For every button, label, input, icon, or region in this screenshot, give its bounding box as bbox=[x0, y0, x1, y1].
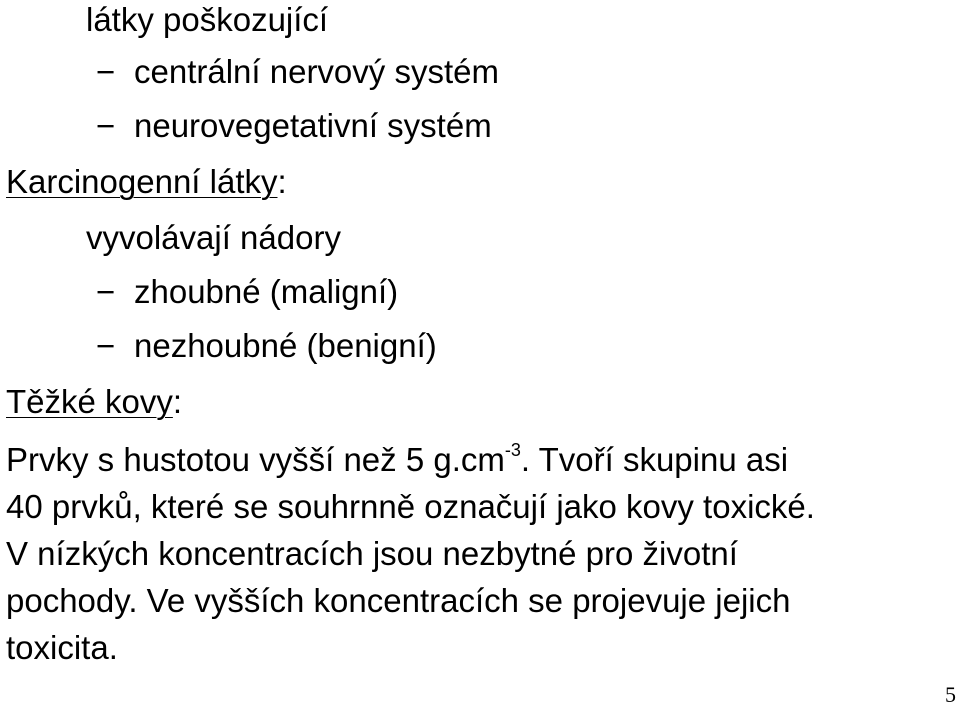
paragraph-text: . Tvoří skupinu asi bbox=[520, 441, 789, 478]
damaging-item-label: centrální nervový systém bbox=[134, 53, 499, 90]
tumor-item-malignant bbox=[96, 272, 398, 312]
damaging-heading: látky poškozující bbox=[86, 1, 329, 38]
damaging-item-neurovegetative bbox=[96, 106, 492, 146]
paragraph-line bbox=[6, 436, 956, 483]
tumor-item-label: zhoubné (maligní) bbox=[134, 273, 399, 310]
paragraph-line: V nízkých koncentracích jsou nezbytné pro životní bbox=[6, 535, 738, 572]
carcinogen-heading: Karcinogenní látky bbox=[6, 163, 278, 200]
exponent: -3 bbox=[504, 440, 521, 460]
dash-bullet: − bbox=[96, 107, 116, 144]
page-number: 5 bbox=[945, 682, 956, 707]
paragraph-line: 40 prvků, které se souhrnně označují jako kovy toxické. bbox=[6, 488, 815, 525]
carcinogen-heading-line bbox=[6, 162, 287, 202]
tumor-item-benign bbox=[96, 326, 437, 366]
paragraph-text: Prvky s hustotou vyšší než 5 g.cm bbox=[6, 441, 505, 478]
carcinogen-heading-colon: : bbox=[277, 163, 287, 200]
dash-bullet: − bbox=[96, 327, 116, 364]
paragraph-line: pochody. Ve vyšších koncentracích se projevuje jejich bbox=[6, 582, 791, 619]
heavy-metals-heading-line bbox=[6, 382, 182, 422]
dash-bullet: − bbox=[96, 53, 116, 90]
heavy-metals-paragraph bbox=[6, 436, 956, 671]
damaging-item-cns bbox=[96, 52, 499, 92]
carcinogen-text: vyvolávají nádory bbox=[86, 219, 341, 256]
tumor-item-label: nezhoubné (benigní) bbox=[134, 327, 437, 364]
heavy-metals-heading: Těžké kovy bbox=[6, 383, 173, 420]
dash-bullet: − bbox=[96, 273, 116, 310]
damaging-item-label: neurovegetativní systém bbox=[134, 107, 492, 144]
paragraph-line: toxicita. bbox=[6, 629, 118, 666]
heavy-metals-heading-colon: : bbox=[172, 383, 183, 420]
